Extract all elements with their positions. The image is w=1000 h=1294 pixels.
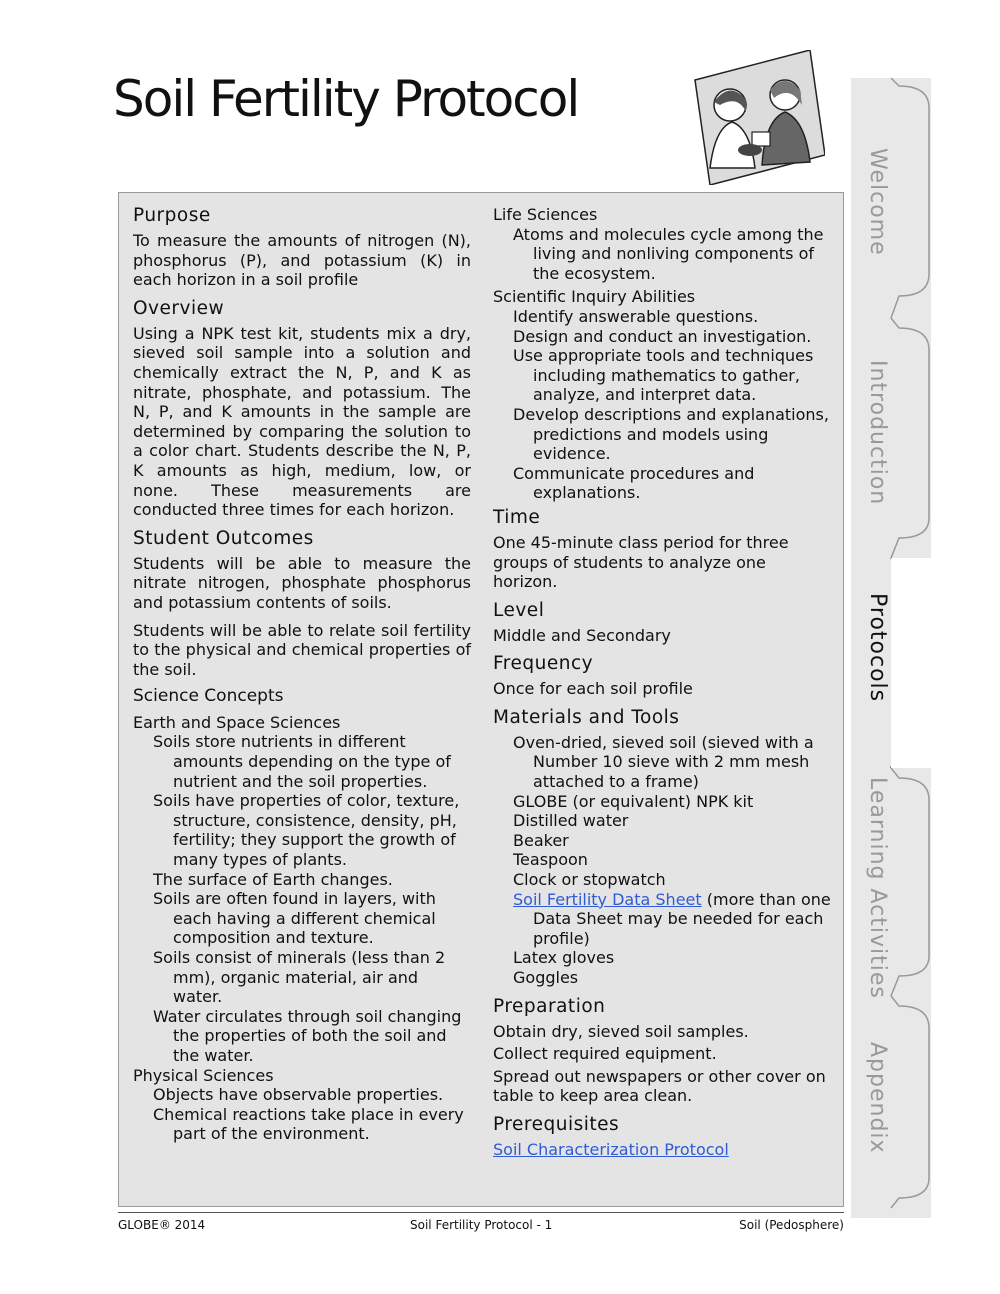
frequency-text: Once for each soil profile: [493, 679, 693, 699]
left-column: [133, 205, 471, 1152]
purpose-section: [133, 205, 471, 290]
level-section: [493, 600, 833, 646]
section-tabs: [851, 78, 931, 1218]
data-sheet-link[interactable]: Soil Fertility Data Sheet: [513, 889, 702, 909]
time-text: One 45-minute class period for three groups of students to analyze one horizon.: [493, 532, 789, 592]
material-item: Teaspoon: [513, 850, 588, 870]
material-item: GLOBE (or equivalent) NPK kit: [513, 791, 754, 811]
soil-characterization-link[interactable]: Soil Characterization Protocol: [493, 1139, 729, 1159]
overview-section: [133, 298, 471, 520]
earth-item: The surface of Earth changes.: [153, 869, 393, 889]
outcomes-section: [133, 528, 471, 680]
tab-protocols[interactable]: Protocols: [865, 593, 890, 703]
page-title: Soil Fertility Protocol: [113, 70, 579, 128]
physical-heading: Physical Sciences: [133, 1065, 274, 1085]
tab-introduction[interactable]: Introduction: [865, 360, 890, 506]
preparation-item: Spread out newspapers or other cover on table to keep area clean.: [493, 1066, 826, 1106]
level-heading: Level: [493, 599, 545, 621]
data-sheet-note: (more than one Data Sheet may be needed for each profile): [533, 889, 831, 948]
tab-learning-activities[interactable]: Learning Activities: [865, 777, 890, 999]
footer-left: GLOBE® 2014: [118, 1218, 206, 1232]
purpose-heading: Purpose: [133, 205, 211, 226]
inquiry-item: Use appropriate tools and techniques including mathematics to gather, analyze, and interpret data.: [513, 346, 814, 405]
inquiry-heading: Scientific Inquiry Abilities: [493, 287, 696, 307]
prereq-heading: Prerequisites: [493, 1113, 620, 1135]
inquiry-item: Communicate procedures and explanations.: [513, 463, 755, 503]
frequency-heading: Frequency: [493, 653, 594, 675]
material-item: Oven-dried, sieved soil (sieved with a Number 10 sieve with 2 mm mesh attached to a frame): [513, 732, 814, 792]
students-illustration: [690, 50, 825, 185]
earth-item: Soils are often found in layers, with each having a different chemical composition and texture.: [153, 889, 436, 948]
footer-center: Soil Fertility Protocol - 1: [410, 1218, 553, 1232]
inquiry-item: Design and conduct an investigation.: [513, 326, 812, 346]
material-item: Clock or stopwatch: [513, 870, 666, 890]
materials-section: [493, 707, 833, 988]
right-column: [493, 205, 833, 1168]
outcomes-text-1: Students will be able to measure the nitrate nitrogen, phosphate phosphorus and potassium contents of soils.: [133, 553, 471, 612]
material-item: Latex gloves: [513, 948, 615, 968]
overview-text: Using a NPK test kit, students mix a dry, sieved soil sample into a solution and chemically extract the N, P, and K as nitrate, phosphate, and potassium. The N, P, and K amounts in the sample are determined by comparing the solution to a color chart. Students describe the N, P, K amounts as high, medium, low, or none. These measurements are conducted three times for each horizon.: [133, 323, 471, 520]
tab-appendix[interactable]: Appendix: [865, 1042, 890, 1154]
outcomes-text-2: Students will be able to relate soil fertility to the physical and chemical properties of the soil.: [133, 620, 471, 679]
preparation-item: Obtain dry, sieved soil samples.: [493, 1021, 749, 1041]
material-item: Beaker: [513, 830, 569, 850]
preparation-item: Collect required equipment.: [493, 1044, 717, 1064]
materials-heading: Materials and Tools: [493, 706, 680, 728]
earth-heading: Earth and Space Sciences: [133, 712, 341, 732]
earth-item: Soils consist of minerals (less than 2 mm), organic material, air and water.: [153, 948, 446, 1007]
footer-right: Soil (Pedosphere): [739, 1218, 844, 1232]
outcomes-heading: Student Outcomes: [133, 527, 314, 549]
preparation-heading: Preparation: [493, 995, 606, 1017]
earth-item: Water circulates through soil changing the properties of both the soil and the water.: [153, 1006, 462, 1065]
material-item: Distilled water: [513, 811, 629, 831]
physical-item: Objects have observable properties.: [153, 1085, 444, 1105]
material-item: Goggles: [513, 968, 579, 987]
earth-item: Soils have properties of color, texture, structure, consistence, density, pH, fertility; they support the growth of many types of plants.: [153, 791, 460, 870]
earth-item: Soils store nutrients in different amounts depending on the type of nutrient and the soil properties.: [153, 732, 451, 791]
page-footer: [118, 1212, 844, 1232]
science-heading: Science Concepts: [133, 686, 284, 707]
time-section: [493, 507, 833, 592]
overview-heading: Overview: [133, 297, 225, 319]
inquiry-item: Develop descriptions and explanations, predictions and models using evidence.: [513, 404, 829, 464]
purpose-text: To measure the amounts of nitrogen (N), phosphorus (P), and potassium (K) in each horizon in a soil profile: [133, 231, 471, 290]
level-text: Middle and Secondary: [493, 625, 671, 645]
inquiry-item: Identify answerable questions.: [513, 306, 759, 326]
preparation-section: [493, 996, 833, 1106]
frequency-section: [493, 653, 833, 699]
time-heading: Time: [493, 506, 541, 528]
tab-welcome[interactable]: Welcome: [865, 148, 890, 256]
life-item: Atoms and molecules cycle among the living and nonliving components of the ecosystem.: [513, 224, 824, 283]
life-heading: Life Sciences: [493, 205, 598, 224]
science-section: [133, 687, 471, 1144]
material-item-data-sheet: [493, 890, 833, 949]
physical-item: Chemical reactions take place in every part of the environment.: [153, 1104, 464, 1144]
prereq-section: [493, 1114, 833, 1160]
